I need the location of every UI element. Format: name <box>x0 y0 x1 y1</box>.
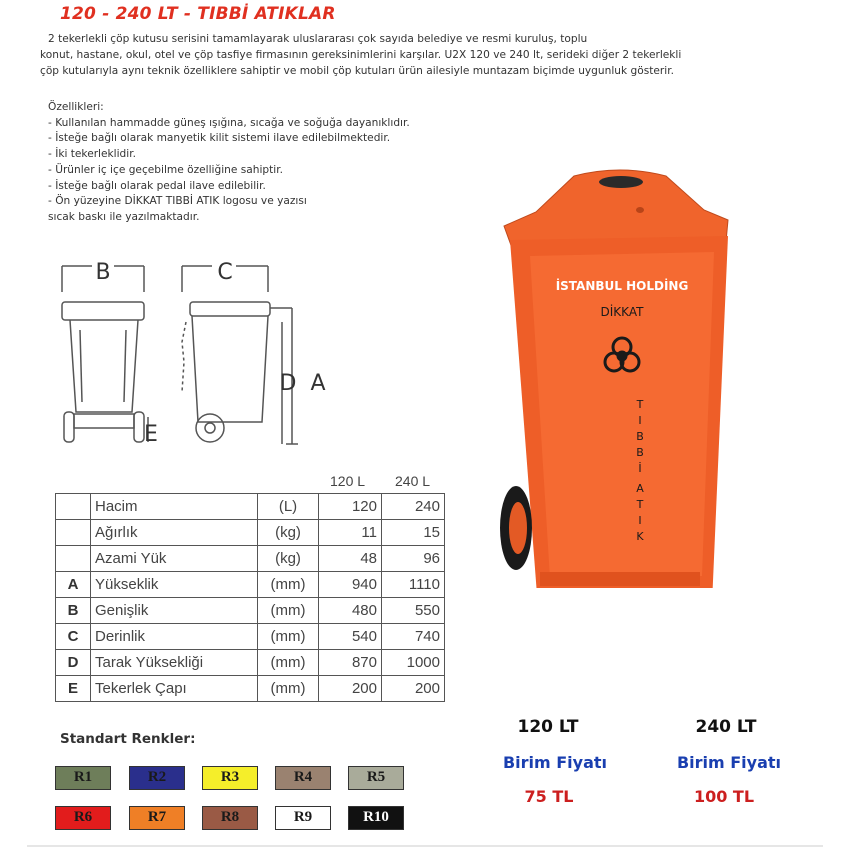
front-body-groove <box>124 330 126 402</box>
bin-lid-lock <box>636 207 644 213</box>
row-unit: (mm) <box>258 598 319 624</box>
bin-vertical-letter: B <box>636 446 644 459</box>
row-unit: (mm) <box>258 650 319 676</box>
front-lid-outline <box>62 302 144 320</box>
bin-base <box>540 572 700 586</box>
color-swatch-r7: R7 <box>129 806 185 830</box>
row-value-120: 200 <box>319 676 382 702</box>
product-image-orange-bin <box>490 168 755 588</box>
bin-vertical-letter: I <box>638 414 642 427</box>
side-wheel <box>196 414 224 442</box>
bin-wheel-hub <box>509 502 527 554</box>
row-letter <box>56 520 91 546</box>
bottom-divider <box>27 845 823 847</box>
table-row <box>56 520 445 546</box>
row-letter: E <box>56 676 91 702</box>
row-value-240: 96 <box>382 546 445 572</box>
row-value-240: 200 <box>382 676 445 702</box>
row-name: Yükseklik <box>91 572 258 598</box>
row-value-240: 15 <box>382 520 445 546</box>
diagram-label-e: E <box>144 422 158 447</box>
front-wheel-left <box>64 412 74 442</box>
row-unit: (mm) <box>258 572 319 598</box>
row-name: Genişlik <box>91 598 258 624</box>
feature-item: sıcak baskı ile yazılmaktadır. <box>48 210 200 223</box>
price-240-size: 240 LT <box>695 717 757 737</box>
row-letter: D <box>56 650 91 676</box>
colors-title: Standart Renkler: <box>60 731 196 747</box>
price-240-caption: Birim Fiyatı <box>676 753 782 772</box>
row-value-120: 11 <box>319 520 382 546</box>
intro-line: konut, hastane, okul, otel ve çöp tasfiye firmasının gereksinimlerini karşılar. U2X 120 ve 240 lt, serideki diğer 2 tekerlekli <box>40 49 682 61</box>
bin-brand-text: İSTANBUL HOLDİNG <box>555 279 689 293</box>
bin-vertical-letter: T <box>636 398 644 411</box>
bin-lid-slot <box>599 176 643 188</box>
features-heading: Özellikleri: <box>48 101 104 113</box>
row-name: Tekerlek Çapı <box>91 676 258 702</box>
row-letter: C <box>56 624 91 650</box>
bin-warning-text: DİKKAT <box>600 305 644 319</box>
side-body-outline <box>192 316 268 422</box>
bin-vertical-letter: B <box>636 430 644 443</box>
diagram-label-d: D <box>279 371 297 396</box>
feature-item: - Kullanılan hammadde güneş ışığına, sıcağa ve soğuğa dayanıklıdır. <box>48 116 410 129</box>
row-value-240: 1000 <box>382 650 445 676</box>
table-row <box>56 650 445 676</box>
row-value-120: 48 <box>319 546 382 572</box>
price-120-value: 75 TL <box>524 787 574 806</box>
row-value-120: 540 <box>319 624 382 650</box>
row-value-120: 120 <box>319 494 382 520</box>
diagram-label-a: A <box>310 371 326 396</box>
page-title: 120 - 240 LT - TIBBİ ATIKLAR <box>60 4 336 24</box>
color-swatch-r1: R1 <box>55 766 111 790</box>
row-unit: (mm) <box>258 624 319 650</box>
row-name: Tarak Yüksekliği <box>91 650 258 676</box>
feature-item: - Ön yüzeyine DİKKAT TIBBİ ATIK logosu ve yazısı <box>48 195 307 208</box>
intro-paragraph <box>40 31 800 79</box>
color-swatch-r2: R2 <box>129 766 185 790</box>
bin-vertical-letter: T <box>636 498 644 511</box>
table-row <box>56 572 445 598</box>
table-row <box>56 494 445 520</box>
row-unit: (kg) <box>258 546 319 572</box>
feature-item: - İki tekerleklidir. <box>48 148 136 161</box>
table-row <box>56 624 445 650</box>
bin-vertical-letter: K <box>636 530 644 543</box>
diagram-label-b: B <box>95 260 111 285</box>
price-120-size: 120 LT <box>517 717 579 737</box>
front-wheel-right <box>134 412 144 442</box>
features-list <box>48 100 410 226</box>
bin-vertical-letter: I <box>638 514 642 527</box>
row-name: Azami Yük <box>91 546 258 572</box>
feature-item: - Ürünler iç içe geçebilme özelliğine sahiptir. <box>48 163 283 176</box>
row-value-240: 550 <box>382 598 445 624</box>
row-name: Ağırlık <box>91 520 258 546</box>
color-swatch-r10: R10 <box>348 806 404 830</box>
table-row <box>56 598 445 624</box>
color-swatch-r4: R4 <box>275 766 331 790</box>
row-value-120: 480 <box>319 598 382 624</box>
row-letter: B <box>56 598 91 624</box>
row-unit: (kg) <box>258 520 319 546</box>
color-swatch-r5: R5 <box>348 766 404 790</box>
row-value-120: 940 <box>319 572 382 598</box>
color-swatch-r9: R9 <box>275 806 331 830</box>
table-row <box>56 546 445 572</box>
bin-vertical-letter: A <box>636 482 644 495</box>
side-handle-chain <box>182 322 186 392</box>
col-header-120: 120 L <box>330 473 366 489</box>
row-value-120: 870 <box>319 650 382 676</box>
color-swatch-r8: R8 <box>202 806 258 830</box>
side-lid-outline <box>190 302 270 316</box>
diagram-label-c: C <box>217 260 233 285</box>
row-value-240: 1110 <box>382 572 445 598</box>
row-name: Derinlik <box>91 624 258 650</box>
side-wheel-hub <box>205 423 215 433</box>
col-header-240: 240 L <box>395 473 431 489</box>
feature-item: - İsteğe bağlı olarak pedal ilave edilebilir. <box>48 179 266 192</box>
intro-line: çöp kutularıyla aynı teknik özelliklere sahiptir ve mobil çöp kutuları ürün ailesiyle muntazam biçimde uygunluk gösterir. <box>40 65 674 77</box>
spec-table <box>55 493 445 702</box>
front-base-outline <box>74 414 134 428</box>
row-letter: A <box>56 572 91 598</box>
table-row <box>56 676 445 702</box>
row-name: Hacim <box>91 494 258 520</box>
row-letter <box>56 494 91 520</box>
row-unit: (L) <box>258 494 319 520</box>
bin-body-panel <box>530 252 714 578</box>
color-swatch-r3: R3 <box>202 766 258 790</box>
row-unit: (mm) <box>258 676 319 702</box>
feature-item: - İsteğe bağlı olarak manyetik kilit sistemi ilave edilebilmektedir. <box>48 132 391 145</box>
intro-line: 2 tekerlekli çöp kutusu serisini tamamlayarak uluslararası çok sayıda belediye ve resmi kuruluş, toplu <box>48 33 588 45</box>
front-body-groove <box>80 330 82 402</box>
bin-vertical-letter: İ <box>638 462 642 475</box>
row-value-240: 740 <box>382 624 445 650</box>
price-120-caption: Birim Fiyatı <box>502 753 608 772</box>
color-swatch-r6: R6 <box>55 806 111 830</box>
row-value-240: 240 <box>382 494 445 520</box>
dimension-diagram <box>50 252 350 457</box>
row-letter <box>56 546 91 572</box>
price-240-value: 100 TL <box>693 787 755 806</box>
